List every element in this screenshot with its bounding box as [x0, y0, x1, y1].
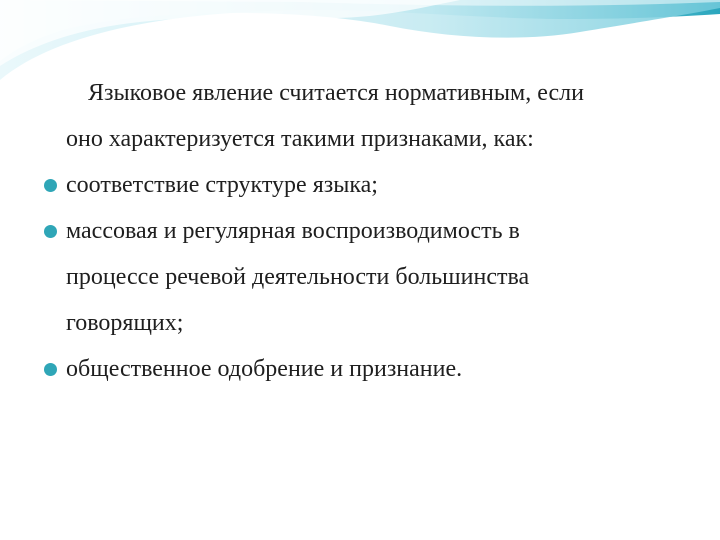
- criteria-item-text: процессе речевой деятельности большинства: [66, 264, 530, 290]
- criteria-item: [44, 162, 684, 208]
- intro-line-2: оно характеризуется такими признаками, как:: [66, 126, 534, 152]
- criteria-item-text: говорящих;: [66, 310, 184, 336]
- criteria-item-text: массовая и регулярная воспроизводимость в: [66, 218, 520, 244]
- intro-line-1: Языковое явление считается нормативным, если: [88, 80, 584, 106]
- bullet-dot-icon: [44, 363, 57, 376]
- criteria-item: [44, 346, 684, 392]
- criteria-list: [44, 162, 684, 392]
- slide-content: [44, 70, 684, 392]
- criteria-item-text: соответствие структуре языка;: [66, 172, 378, 198]
- criteria-item: [44, 208, 684, 346]
- wave-white-highlight: [0, 0, 460, 66]
- bullet-dot-icon: [44, 225, 57, 238]
- criteria-item-text: общественное одобрение и признание.: [66, 356, 463, 382]
- bullet-dot-icon: [44, 179, 57, 192]
